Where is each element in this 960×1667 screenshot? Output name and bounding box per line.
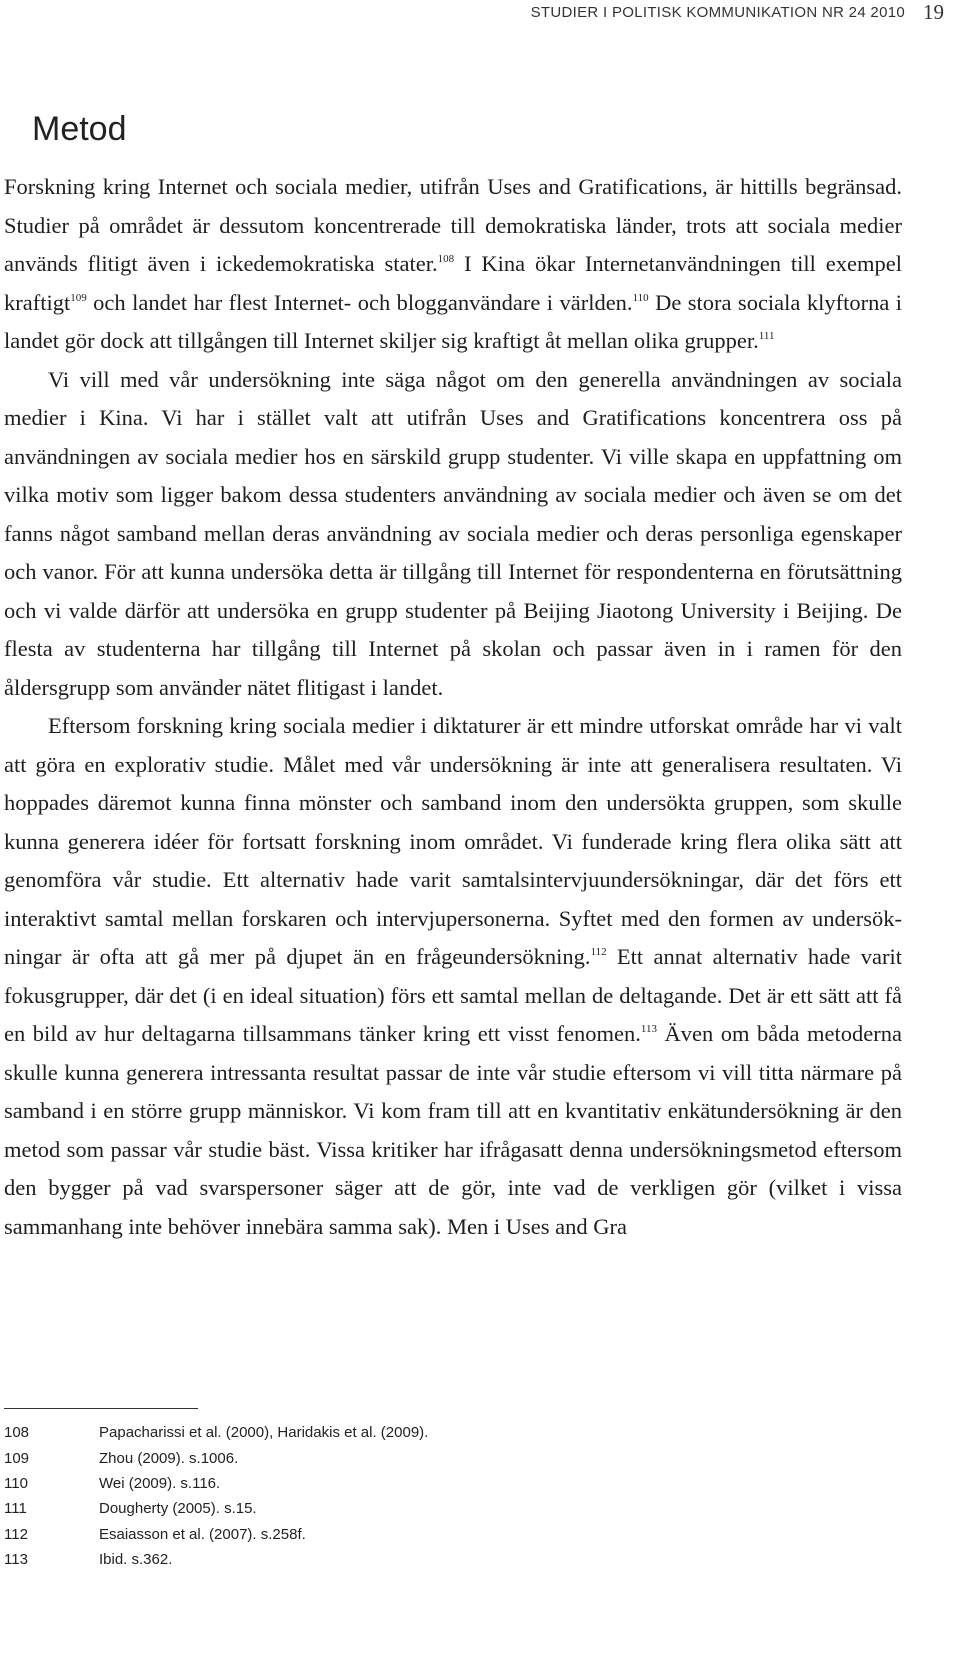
section-title: Metod bbox=[32, 110, 127, 148]
footnote bbox=[4, 1445, 704, 1470]
footnote bbox=[4, 1522, 704, 1547]
footnote-text: Esaiasson et al. (2007). s.258f. bbox=[99, 1525, 306, 1543]
footnote-reference: 110 bbox=[632, 291, 649, 304]
footnote-text: Zhou (2009). s.1006. bbox=[99, 1449, 239, 1467]
paragraph bbox=[4, 361, 902, 708]
footnote bbox=[4, 1420, 704, 1445]
text-run: Även om båda metoderna skulle kunna generera intressanta resultat passar de inte vår studie eftersom vi vill titta närmare på samband i en större grupp människor. Vi kom fram till att en kvantitativ enkätundersökning är den metod som passar vår studie bäst. Vissa kritiker har ifrågasatt denna undersökningsmetod eftersom den bygger på vad svarspersoner säger att de gör, inte vad de verkligen gör (vilket i vissa sammanhang inte behöver innebära samma sak). Men i Uses and Gra bbox=[4, 1021, 902, 1239]
paragraph bbox=[4, 707, 902, 1246]
footnote-text: Wei (2009). s.116. bbox=[99, 1474, 221, 1492]
footnote-divider bbox=[4, 1408, 198, 1409]
text-run: Forskning kring Internet och sociala medier, utifrån Uses and Gratifications, är hittills begränsad. Studier på området är dessutom koncentrerade till demokratiska länder, trots att sociala medier används flitigt även i ickedemokratiska stater. bbox=[4, 174, 902, 276]
footnote-number: 109 bbox=[4, 1449, 30, 1467]
footnote-number: 110 bbox=[4, 1474, 28, 1492]
footnote-text: Papacharissi et al. (2000), Haridakis et al. (2009). bbox=[99, 1424, 429, 1442]
page-number: 19 bbox=[923, 0, 944, 24]
footnote bbox=[4, 1471, 704, 1496]
footnote-number: 112 bbox=[4, 1525, 28, 1543]
text-run: Vi vill med vår undersökning inte säga något om den generella användningen av sociala medier i Kina. Vi har i stället valt att utifrån Uses and Gratifications koncentrera oss på användningen av sociala medier hos en särskild grupp studenter. Vi ville skapa en uppfattning om vilka motiv som ligger bakom dessa studenters användning av sociala medier och även se om det fanns något samband mellan deras användning av sociala medier och deras personliga egenskaper och vanor. För att kunna undersöka detta är tillgång till Internet för respondenterna en förutsättning och vi valde därför att undersöka en grupp studenter på Beijing Jiaotong University i Beijing. De flesta av studenterna har tillgång till Internet på skolan och passar även in i ramen för den åldersgrupp som använder nätet flitigast i landet. bbox=[4, 366, 902, 700]
text-run: Eftersom forskning kring sociala medier i diktaturer är ett mindre utforskat område har vi valt att göra en explorativ studie. Målet med vår undersökning är inte att generalisera resultaten. Vi hoppades däremot kunna finna mönster och samband inom den undersökta gruppen, som skulle kunna generera idéer för fortsatt forskning inom området. Vi funderade kring flera olika sätt att genomföra vår studie. Ett alternativ hade varit samtalsintervjuundersökningar, där det förs ett interaktivt samtal mellan forskaren och intervjupersonerna. Syftet med den formen av undersökningar är ofta att gå mer på djupet än en frågeundersökning. bbox=[4, 713, 902, 969]
footnote-number: 111 bbox=[4, 1500, 27, 1518]
footnote-text: Dougherty (2005). s.15. bbox=[99, 1500, 257, 1518]
footnote-reference: 108 bbox=[437, 253, 455, 265]
footnote-reference: 112 bbox=[590, 946, 607, 958]
body-text bbox=[4, 168, 902, 1246]
journal-title: STUDIER I POLITISK KOMMUNIKATION NR 24 2010 bbox=[530, 3, 905, 21]
footnote-reference: 109 bbox=[70, 291, 87, 304]
footnote-text: Ibid. s.362. bbox=[99, 1551, 173, 1569]
footnote-number: 108 bbox=[4, 1424, 30, 1442]
text-run: Ett annat alternativ hade varit fokusgrupper, där det (i en ideal situation) förs ett samtal mellan de deltagande. Det är ett sätt att få en bild av hur deltagarna tillsammans tänker kring ett visst fenomen. bbox=[4, 944, 902, 1046]
footnote bbox=[4, 1496, 704, 1521]
footnote bbox=[4, 1547, 704, 1572]
text-run: De stora sociala klyftorna i landet gör dock att tillgången till Internet skiljer sig kraftigt åt mellan olika grupper. bbox=[4, 289, 902, 353]
footnote-reference: 113 bbox=[640, 1023, 657, 1035]
footnotes bbox=[4, 1420, 704, 1572]
text-run: och landet har flest Internet- och blogganvändare i världen. bbox=[86, 289, 633, 315]
footnote-reference: 111 bbox=[758, 330, 775, 342]
text-run: I Kina ökar Internetanvändningen till exempel kraftigt bbox=[4, 251, 902, 315]
running-header bbox=[531, 0, 944, 24]
paragraph bbox=[4, 168, 902, 361]
footnote-number: 113 bbox=[4, 1551, 28, 1569]
